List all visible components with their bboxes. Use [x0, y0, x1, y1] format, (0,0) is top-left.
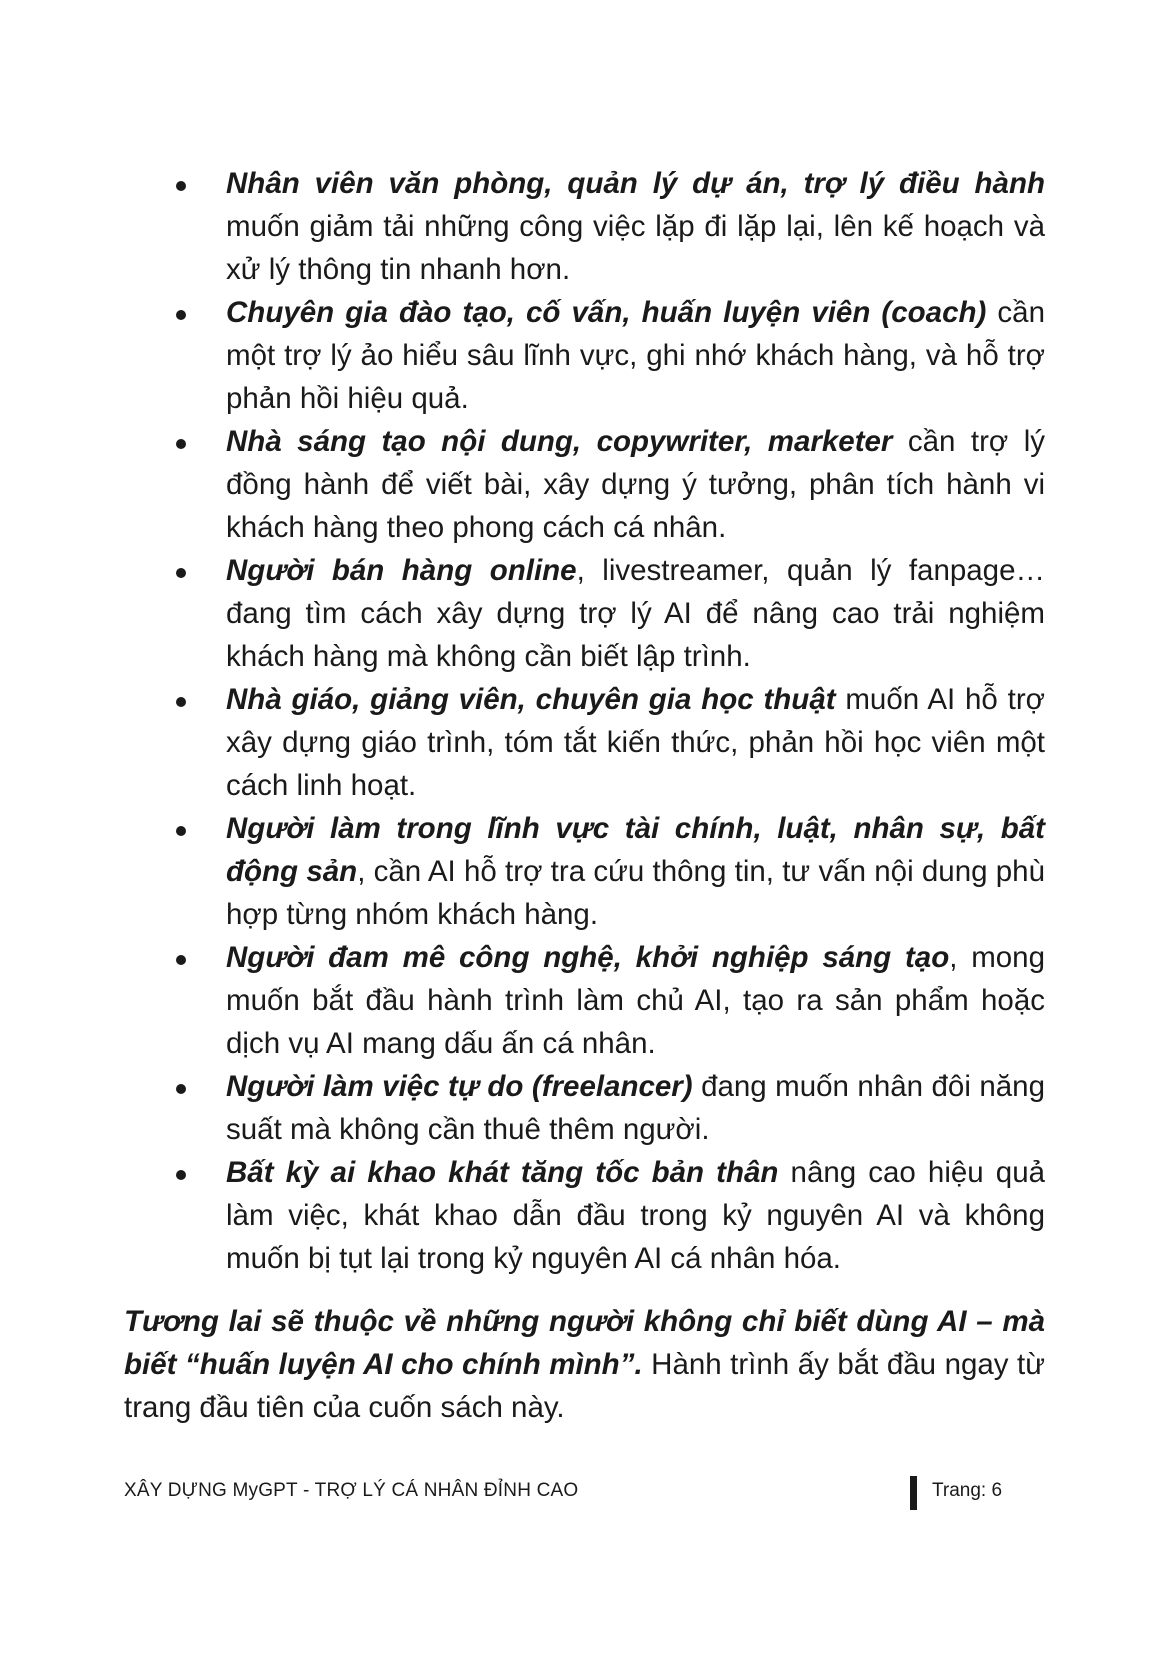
- closing-text: Hành trình ấy bắt đầu ngay từ trang đầu tiên của cuốn sách này.: [124, 1348, 1045, 1424]
- bullet-emphasis: Bất kỳ ai khao khát tăng tốc bản thân: [226, 1156, 779, 1189]
- bullet-text: muốn AI hỗ trợ xây dựng giáo trình, tóm tắt kiến thức, phản hồi học viên một cách linh hoạt.: [226, 683, 1045, 802]
- bullet-text: , livestreamer, quản lý fanpage… đang tìm cách xây dựng trợ lý AI để nâng cao trải nghiệm khách hàng mà không cần biết lập trình.: [226, 554, 1045, 673]
- page-footer: [124, 1476, 1004, 1510]
- bullet-text: nâng cao hiệu quả làm việc, khát khao dẫn đầu trong kỷ nguyên AI và không muốn bị tụt lại trong kỷ nguyên AI cá nhân hóa.: [226, 1156, 1046, 1275]
- bullet-emphasis: Người đam mê công nghệ, khởi nghiệp sáng tạo: [226, 941, 950, 974]
- bullet-text: cần một trợ lý ảo hiểu sâu lĩnh vực, ghi nhớ khách hàng, và hỗ trợ phản hồi hiệu quả.: [226, 296, 1045, 415]
- bullet-text: , cần AI hỗ trợ tra cứu thông tin, tư vấn nội dung phù hợp từng nhóm khách hàng.: [226, 855, 1045, 931]
- closing-paragraph: [124, 1300, 1045, 1429]
- footer-book-title: XÂY DỰNG MyGPT - TRỢ LÝ CÁ NHÂN ĐỈNH CAO: [124, 1480, 579, 1501]
- bullet-emphasis: Người bán hàng online: [226, 554, 577, 587]
- footer-divider: [910, 1476, 917, 1510]
- list-item: [176, 678, 1045, 807]
- list-item: [176, 291, 1045, 420]
- bullet-icon: [176, 310, 186, 320]
- list-item: [176, 420, 1045, 549]
- bullet-emphasis: Nhà giáo, giảng viên, chuyên gia học thuật: [226, 683, 836, 716]
- closing-emphasis: Tương lai sẽ thuộc về những người không chỉ biết dùng AI – mà biết “huấn luyện AI cho chính mình”.: [124, 1305, 1045, 1381]
- footer-page-number: Trang: 6: [932, 1480, 1003, 1501]
- bullet-icon: [176, 1084, 186, 1094]
- bullet-icon: [176, 181, 186, 191]
- bullet-icon: [176, 568, 186, 578]
- list-item: [176, 936, 1045, 1065]
- bullet-emphasis: Nhân viên văn phòng, quản lý dự án, trợ lý điều hành: [226, 167, 1045, 200]
- list-item: [176, 1065, 1045, 1151]
- bullet-icon: [176, 826, 186, 836]
- bullet-icon: [176, 955, 186, 965]
- bullet-emphasis: Nhà sáng tạo nội dung, copywriter, marketer: [226, 425, 893, 458]
- list-item: [176, 1151, 1045, 1280]
- bullet-icon: [176, 439, 186, 449]
- bullet-emphasis: Người làm việc tự do (freelancer): [226, 1070, 693, 1103]
- bullet-text: cần trợ lý đồng hành để viết bài, xây dựng ý tưởng, phân tích hành vi khách hàng theo phong cách cá nhân.: [226, 425, 1045, 544]
- bullet-text: muốn giảm tải những công việc lặp đi lặp lại, lên kế hoạch và xử lý thông tin nhanh hơn.: [226, 210, 1045, 286]
- bullet-text: đang muốn nhân đôi năng suất mà không cần thuê thêm người.: [226, 1070, 1045, 1146]
- bullet-emphasis: Người làm trong lĩnh vực tài chính, luật, nhân sự, bất động sản: [226, 812, 1045, 888]
- bullet-icon: [176, 697, 186, 707]
- list-item: [176, 549, 1045, 678]
- audience-bullet-list: [176, 162, 1045, 1280]
- bullet-text: , mong muốn bắt đầu hành trình làm chủ AI, tạo ra sản phẩm hoặc dịch vụ AI mang dấu ấn cá nhân.: [226, 941, 1045, 1060]
- bullet-icon: [176, 1170, 186, 1180]
- list-item: [176, 162, 1045, 291]
- bullet-emphasis: Chuyên gia đào tạo, cố vấn, huấn luyện viên (coach): [226, 296, 987, 329]
- list-item: [176, 807, 1045, 936]
